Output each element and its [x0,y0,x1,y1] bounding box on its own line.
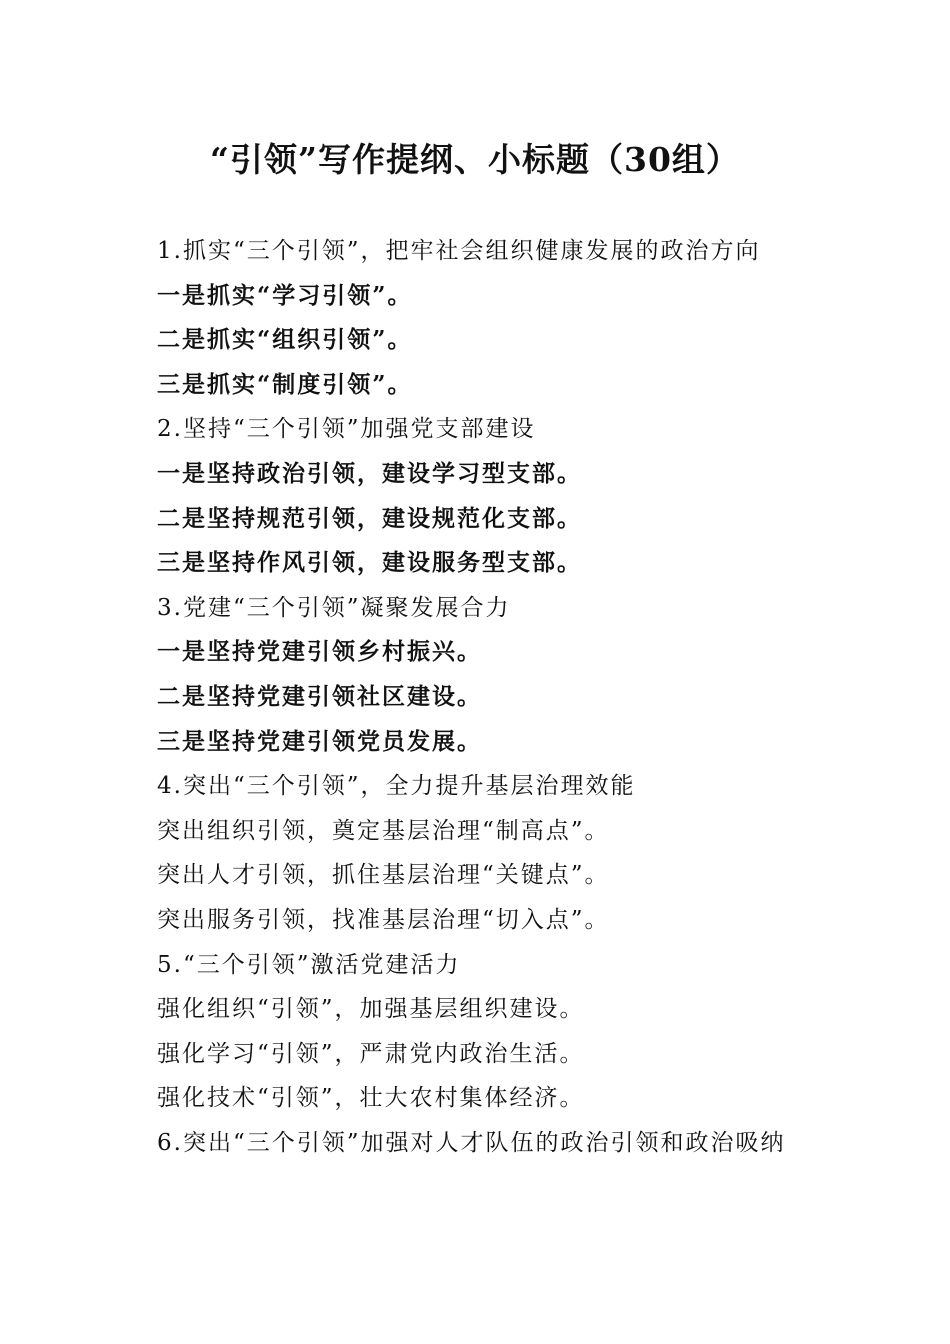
section-heading: 5.“三个引领”激活党建活力 [157,951,461,978]
outline-item: 二是抓实“组织引领”。 [157,326,413,354]
section-heading: 2.坚持“三个引领”加强党支部建设 [157,416,536,443]
outline-item: 一是坚持党建引领乡村振兴。 [157,638,482,666]
outline-item: 突出人才引领，抓住基层治理“关键点”。 [157,862,610,889]
outline-item: 三是坚持作风引领，建设服务型支部。 [157,549,582,577]
outline-item: 一是抓实“学习引领”。 [157,281,413,309]
document-title: “引领”写作提纲、小标题（30组） [210,140,740,179]
outline-item: 强化技术“引领”，壮大农村集体经济。 [157,1085,585,1112]
section-heading: 3.党建“三个引领”凝聚发展合力 [157,594,511,621]
outline-item: 二是坚持规范引领，建设规范化支部。 [157,504,582,532]
section-heading: 4.突出“三个引领”，全力提升基层治理效能 [157,773,636,800]
outline-item: 突出服务引领，找准基层治理“切入点”。 [157,906,610,933]
outline-item: 强化组织“引领”，加强基层组织建设。 [157,996,585,1023]
section-heading: 6.突出“三个引领”加强对人才队伍的政治引领和政治吸纳 [157,1129,786,1156]
outline-item: 三是坚持党建引领党员发展。 [157,727,482,755]
outline-item: 三是抓实“制度引领”。 [157,370,413,398]
outline-item: 突出组织引领，奠定基层治理“制高点”。 [157,817,610,844]
outline-item: 一是坚持政治引领，建设学习型支部。 [157,459,582,487]
document-body [157,229,857,1165]
outline-item: 强化学习“引领”，严肃党内政治生活。 [157,1040,585,1067]
outline-item: 二是坚持党建引领社区建设。 [157,682,482,710]
section-heading: 1.抓实“三个引领”，把牢社会组织健康发展的政治方向 [157,238,761,264]
